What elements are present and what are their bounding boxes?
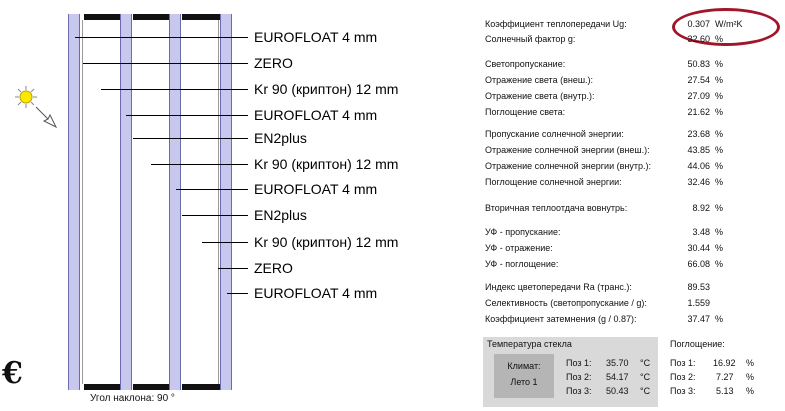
- prop-label: Отражение солнечной энергии (внутр.):: [485, 161, 651, 171]
- layer-label: EUROFLOAT 4 mm: [254, 107, 378, 123]
- abs-pos-unit: %: [746, 372, 755, 382]
- prop-value: 32.46: [687, 177, 710, 187]
- layer-label: Kr 90 (криптон) 12 mm: [254, 234, 399, 250]
- temp-pos-value: 54.17: [606, 372, 629, 382]
- temp-pos-value: 50.43: [606, 386, 629, 396]
- prop-label: Пропускание солнечной энергии:: [485, 129, 624, 139]
- temp-pos-label: Поз 3:: [566, 386, 592, 396]
- prop-label: УФ - отражение:: [485, 243, 553, 253]
- climate-box: [494, 354, 554, 398]
- spacer-top-3: [182, 14, 220, 20]
- temperature-title: Температура стекла: [487, 339, 572, 349]
- prop-value: 50.83: [687, 59, 710, 69]
- spacer-bottom-1: [84, 384, 120, 390]
- prop-unit: %: [715, 259, 724, 269]
- prop-label: Отражение света (внутр.):: [485, 91, 595, 101]
- abs-pos-label: Поз 1:: [670, 358, 696, 368]
- prop-value: 21.62: [687, 107, 710, 117]
- temp-pos-unit: °C: [640, 386, 651, 396]
- prop-value: 3.48: [692, 227, 710, 237]
- prop-value: 1.559: [687, 298, 710, 308]
- glass-pane-4: [220, 14, 232, 390]
- prop-label: Поглощение солнечной энергии:: [485, 177, 622, 187]
- glass-pane-3: [169, 14, 181, 390]
- prop-value: 0.307: [687, 19, 710, 29]
- prop-unit: %: [715, 34, 724, 44]
- spacer-top-2: [133, 14, 169, 20]
- leader-2: [83, 63, 248, 64]
- abs-pos-unit: %: [746, 358, 755, 368]
- spacer-bottom-2: [133, 384, 169, 390]
- abs-pos-value: 7.27: [716, 372, 734, 382]
- prop-label: Коэффициент теплопередачи Ug:: [485, 19, 627, 29]
- prop-unit: %: [715, 177, 724, 187]
- layer-label: Kr 90 (криптон) 12 mm: [254, 156, 399, 172]
- prop-value: 27.09: [687, 91, 710, 101]
- layer-label: EN2plus: [254, 207, 307, 223]
- prop-label: УФ - поглощение:: [485, 259, 559, 269]
- prop-value: 89.53: [687, 282, 710, 292]
- prop-unit: W/m²K: [715, 19, 743, 29]
- climate-label: Климат:: [507, 361, 541, 371]
- leader-5: [133, 138, 248, 139]
- temp-pos-label: Поз 1:: [566, 358, 592, 368]
- spacer-bottom-3: [182, 384, 220, 390]
- leader-7: [176, 189, 248, 190]
- layer-label: ZERO: [254, 260, 293, 276]
- prop-label: УФ - пропускание:: [485, 227, 561, 237]
- temp-pos-label: Поз 2:: [566, 372, 592, 382]
- leader-11: [227, 293, 248, 294]
- prop-value: 27.54: [687, 75, 710, 85]
- layer-label: EN2plus: [254, 130, 307, 146]
- coating-line-1: [82, 20, 83, 384]
- sun-icon: [12, 83, 62, 133]
- prop-value: 37.47: [687, 314, 710, 324]
- absorption-title: Поглощение:: [670, 339, 725, 349]
- prop-unit: %: [715, 75, 724, 85]
- prop-unit: %: [715, 129, 724, 139]
- layer-label: EUROFLOAT 4 mm: [254, 285, 378, 301]
- prop-unit: %: [715, 91, 724, 101]
- prop-unit: %: [715, 161, 724, 171]
- prop-unit: %: [715, 145, 724, 155]
- prop-label: Солнечный фактор g:: [485, 34, 576, 44]
- prop-label: Вторичная теплоотдача вовнутрь:: [485, 203, 628, 213]
- prop-value: 44.06: [687, 161, 710, 171]
- prop-value: 23.68: [687, 129, 710, 139]
- leader-3: [101, 89, 248, 90]
- leader-9: [202, 242, 248, 243]
- temp-pos-unit: °C: [640, 358, 651, 368]
- glass-pane-1: [68, 14, 80, 390]
- glass-pane-2: [120, 14, 132, 390]
- abs-pos-label: Поз 3:: [670, 386, 696, 396]
- abs-pos-value: 16.92: [713, 358, 736, 368]
- climate-value: Лето 1: [510, 377, 538, 387]
- prop-unit: %: [715, 314, 724, 324]
- prop-unit: %: [715, 227, 724, 237]
- prop-label: Поглощение света:: [485, 107, 566, 117]
- prop-value: 30.44: [687, 243, 710, 253]
- layer-label: ZERO: [254, 55, 293, 71]
- spacer-top-1: [84, 14, 120, 20]
- leader-1: [75, 37, 248, 38]
- prop-value: 66.08: [687, 259, 710, 269]
- coating-line-2: [218, 20, 219, 384]
- leader-10: [218, 268, 248, 269]
- prop-unit: %: [715, 243, 724, 253]
- abs-pos-value: 5.13: [716, 386, 734, 396]
- ce-mark: €: [2, 356, 23, 391]
- leader-6: [151, 164, 248, 165]
- layer-label: Kr 90 (криптон) 12 mm: [254, 81, 399, 97]
- temp-pos-unit: °C: [640, 372, 651, 382]
- prop-unit: %: [715, 107, 724, 117]
- prop-label: Коэффициент затемнения (g / 0.87):: [485, 314, 637, 324]
- prop-label: Светопропускание:: [485, 59, 566, 69]
- layer-label: EUROFLOAT 4 mm: [254, 29, 378, 45]
- prop-label: Отражение света (внеш.):: [485, 75, 594, 85]
- abs-pos-unit: %: [746, 386, 755, 396]
- prop-label: Индекс цветопередачи Ra (транс.):: [485, 282, 632, 292]
- prop-value: 43.85: [687, 145, 710, 155]
- prop-label: Отражение солнечной энергии (внеш.):: [485, 145, 650, 155]
- abs-pos-label: Поз 2:: [670, 372, 696, 382]
- layer-label: EUROFLOAT 4 mm: [254, 181, 378, 197]
- prop-label: Селективность (светопропускание / g):: [485, 298, 647, 308]
- prop-unit: %: [715, 203, 724, 213]
- prop-unit: %: [715, 59, 724, 69]
- prop-value: 8.92: [692, 203, 710, 213]
- tilt-angle-label: Угол наклона: 90 °: [90, 393, 175, 404]
- prop-value: 32.60: [687, 34, 710, 44]
- leader-8: [182, 215, 248, 216]
- leader-4: [126, 115, 248, 116]
- temp-pos-value: 35.70: [606, 358, 629, 368]
